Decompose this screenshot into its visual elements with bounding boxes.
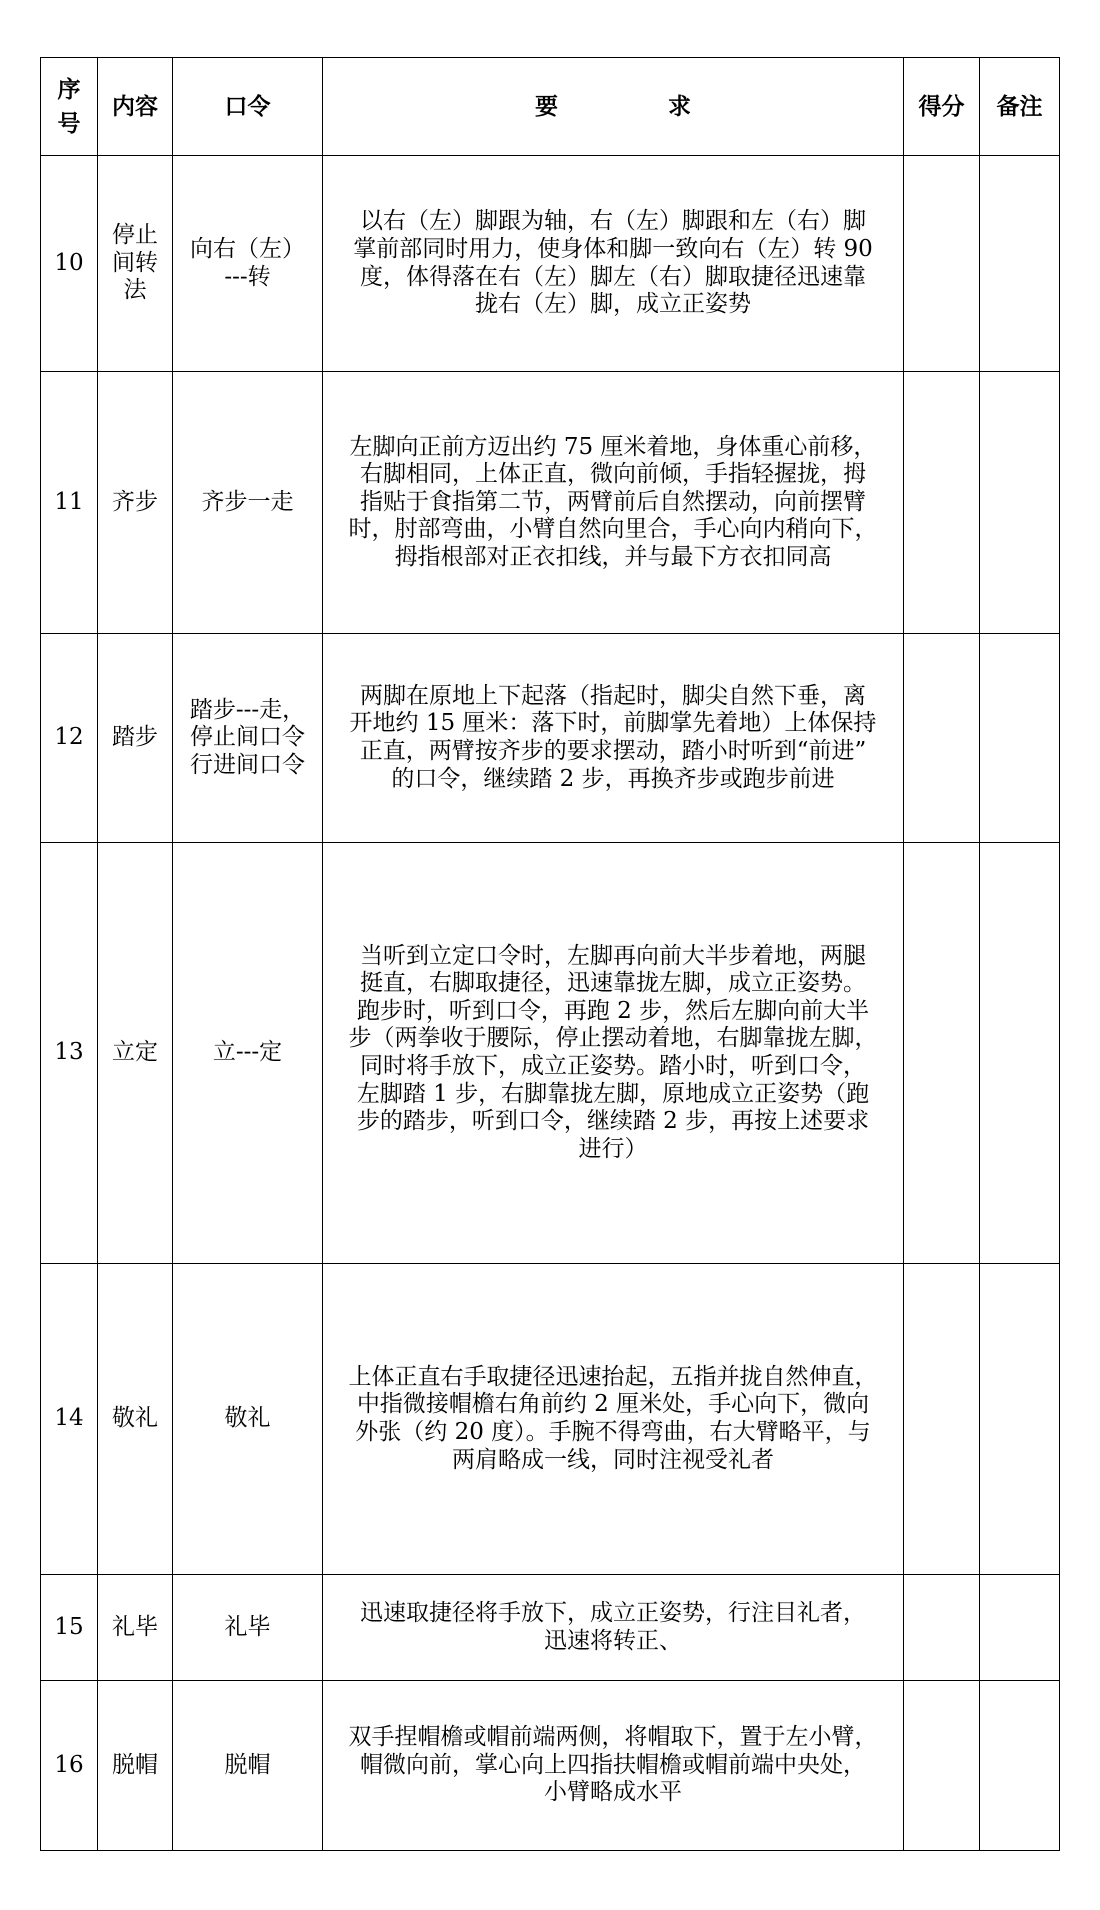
requirement-line: 左脚向正前方迈出约 75 厘米着地，身体重心前移， bbox=[349, 433, 877, 460]
row-content-line: 停止 bbox=[112, 222, 158, 249]
row-score-cell[interactable] bbox=[904, 843, 980, 1264]
table-row bbox=[41, 843, 1060, 1264]
row-command-line: 敬礼 bbox=[224, 1405, 271, 1432]
row-score-cell[interactable] bbox=[904, 634, 980, 843]
row-number: 16 bbox=[41, 1681, 98, 1851]
requirement-line: 迅速取捷径将手放下，成立正姿势，行注目礼者， bbox=[360, 1599, 866, 1626]
row-command bbox=[173, 843, 323, 1264]
row-command bbox=[173, 156, 323, 372]
row-command-line: 齐步一走 bbox=[201, 488, 294, 515]
row-score-cell[interactable] bbox=[904, 1681, 980, 1851]
requirement-line: 步的踏步，听到口令，继续踏 2 步，再按上述要求 bbox=[356, 1108, 870, 1135]
row-number: 13 bbox=[41, 843, 98, 1264]
row-remark-cell[interactable] bbox=[980, 1575, 1060, 1681]
row-requirement bbox=[323, 1264, 904, 1575]
row-score-cell[interactable] bbox=[904, 1264, 980, 1575]
table-row bbox=[41, 634, 1060, 843]
row-requirement bbox=[323, 372, 904, 634]
requirement-line: 的口令，继续踏 2 步，再换齐步或跑步前进 bbox=[391, 765, 835, 792]
header-requirement-part2: 求 bbox=[668, 92, 691, 120]
row-number: 14 bbox=[41, 1264, 98, 1575]
requirement-line: 同时将手放下，成立正姿势。踏小时，听到口令， bbox=[360, 1053, 866, 1079]
row-command-line: 踏步---走， bbox=[189, 696, 306, 723]
row-content-line: 敬礼 bbox=[112, 1405, 158, 1432]
row-requirement bbox=[323, 1681, 904, 1851]
requirement-line: 时，肘部弯曲，小臂自然向里合，手心向内稍向下， bbox=[348, 516, 878, 543]
row-remark-cell[interactable] bbox=[980, 372, 1060, 634]
requirement-line: 正直，两臂按齐步的要求摆动，踏小时听到“前进” bbox=[359, 738, 867, 764]
row-number: 10 bbox=[41, 156, 98, 372]
row-requirement bbox=[323, 1575, 904, 1681]
table-row bbox=[41, 1264, 1060, 1575]
header-remark: 备注 bbox=[980, 58, 1060, 156]
requirement-line: 右脚相同，上体正直，微向前倾，手指轻握拢，拇 bbox=[360, 461, 866, 488]
header-requirement bbox=[323, 58, 904, 156]
row-command-line: 脱帽 bbox=[224, 1751, 271, 1778]
row-command-line: 立---定 bbox=[212, 1039, 283, 1066]
requirement-line: 拇指根部对正衣扣线，并与最下方衣扣同高 bbox=[394, 543, 832, 570]
requirement-line: 双手捏帽檐或帽前端两侧，将帽取下，置于左小臂， bbox=[348, 1724, 878, 1751]
row-remark-cell[interactable] bbox=[980, 843, 1060, 1264]
header-number bbox=[41, 58, 98, 156]
row-content bbox=[98, 372, 173, 634]
drill-scoring-table bbox=[40, 57, 1060, 1851]
header-command: 口令 bbox=[173, 58, 323, 156]
row-content bbox=[98, 1575, 173, 1681]
row-content bbox=[98, 843, 173, 1264]
row-command-line: ---转 bbox=[224, 263, 271, 290]
requirement-line: 步（两拳收于腰际，停止摆动着地，右脚靠拢左脚， bbox=[348, 1025, 878, 1052]
requirement-line: 跑步时，听到口令，再跑 2 步，然后左脚向前大半 bbox=[356, 997, 870, 1024]
row-requirement bbox=[323, 634, 904, 843]
requirement-line: 两肩略成一线，同时注视受礼者 bbox=[452, 1446, 774, 1473]
row-score-cell[interactable] bbox=[904, 372, 980, 634]
row-content-line: 踏步 bbox=[112, 724, 158, 751]
table-row bbox=[41, 156, 1060, 372]
row-content-line: 立定 bbox=[112, 1039, 158, 1066]
row-score-cell[interactable] bbox=[904, 156, 980, 372]
row-command bbox=[173, 634, 323, 843]
requirement-line: 外张（约 20 度）。手腕不得弯曲，右大臂略平，与 bbox=[355, 1419, 871, 1445]
row-content bbox=[98, 634, 173, 843]
header-row bbox=[41, 58, 1060, 156]
requirement-line: 掌前部同时用力，使身体和脚一致向右（左）转 90 bbox=[353, 235, 873, 262]
row-command bbox=[173, 1575, 323, 1681]
row-command bbox=[173, 1264, 323, 1575]
requirement-line: 中指微接帽檐右角前约 2 厘米处，手心向下，微向 bbox=[356, 1391, 870, 1418]
requirement-line: 开地约 15 厘米：落下时，前脚掌先着地）上体保持 bbox=[349, 710, 877, 737]
header-requirement-part1: 要 bbox=[535, 92, 558, 120]
row-number: 15 bbox=[41, 1575, 98, 1681]
row-content-line: 齐步 bbox=[112, 488, 158, 515]
table-row bbox=[41, 1575, 1060, 1681]
requirement-line: 挺直，右脚取捷径，迅速靠拢左脚，成立正姿势。 bbox=[360, 970, 866, 997]
row-requirement bbox=[323, 156, 904, 372]
row-command bbox=[173, 372, 323, 634]
row-command-line: 行进间口令 bbox=[190, 751, 305, 778]
requirement-line: 左脚踏 1 步，右脚靠拢左脚，原地成立正姿势（跑 bbox=[356, 1080, 870, 1107]
requirement-line: 迅速将转正、 bbox=[544, 1627, 682, 1654]
row-remark-cell[interactable] bbox=[980, 1264, 1060, 1575]
requirement-line: 上体正直右手取捷径迅速抬起，五指并拢自然伸直， bbox=[348, 1363, 878, 1390]
row-remark-cell[interactable] bbox=[980, 634, 1060, 843]
row-command-line: 礼毕 bbox=[224, 1613, 271, 1640]
row-command bbox=[173, 1681, 323, 1851]
row-content-line: 间转 bbox=[112, 249, 158, 276]
header-number-line1: 序 bbox=[57, 76, 81, 104]
row-content bbox=[98, 1681, 173, 1851]
requirement-line: 小臂略成水平 bbox=[544, 1779, 682, 1806]
row-content bbox=[98, 156, 173, 372]
header-number-line2: 号 bbox=[57, 109, 81, 137]
requirement-line: 拢右（左）脚，成立正姿势 bbox=[475, 291, 751, 318]
row-content-line: 礼毕 bbox=[112, 1613, 158, 1640]
row-command-line: 向右（左） bbox=[190, 235, 305, 262]
row-number: 12 bbox=[41, 634, 98, 843]
row-content bbox=[98, 1264, 173, 1575]
requirement-line: 帽微向前，掌心向上四指扶帽檐或帽前端中央处， bbox=[360, 1751, 866, 1778]
requirement-line: 度，体得落在右（左）脚左（右）脚取捷径迅速靠 bbox=[360, 263, 866, 290]
header-content: 内容 bbox=[98, 58, 173, 156]
requirement-line: 进行） bbox=[578, 1135, 648, 1162]
table-row bbox=[41, 372, 1060, 634]
row-requirement bbox=[323, 843, 904, 1264]
header-score: 得分 bbox=[904, 58, 980, 156]
row-score-cell[interactable] bbox=[904, 1575, 980, 1681]
row-remark-cell[interactable] bbox=[980, 1681, 1060, 1851]
requirement-line: 当听到立定口令时，左脚再向前大半步着地，两腿 bbox=[360, 942, 866, 969]
row-content-line: 脱帽 bbox=[112, 1751, 158, 1778]
row-number: 11 bbox=[41, 372, 98, 634]
requirement-line: 以右（左）脚跟为轴，右（左）脚跟和左（右）脚 bbox=[360, 208, 866, 235]
requirement-line: 指贴于食指第二节，两臂前后自然摆动，向前摆臂 bbox=[360, 488, 866, 515]
row-content-line: 法 bbox=[123, 277, 147, 304]
row-command-line: 停止间口令 bbox=[190, 724, 305, 751]
row-remark-cell[interactable] bbox=[980, 156, 1060, 372]
table-row bbox=[41, 1681, 1060, 1851]
requirement-line: 两脚在原地上下起落（指起时，脚尖自然下垂，离 bbox=[360, 682, 866, 709]
